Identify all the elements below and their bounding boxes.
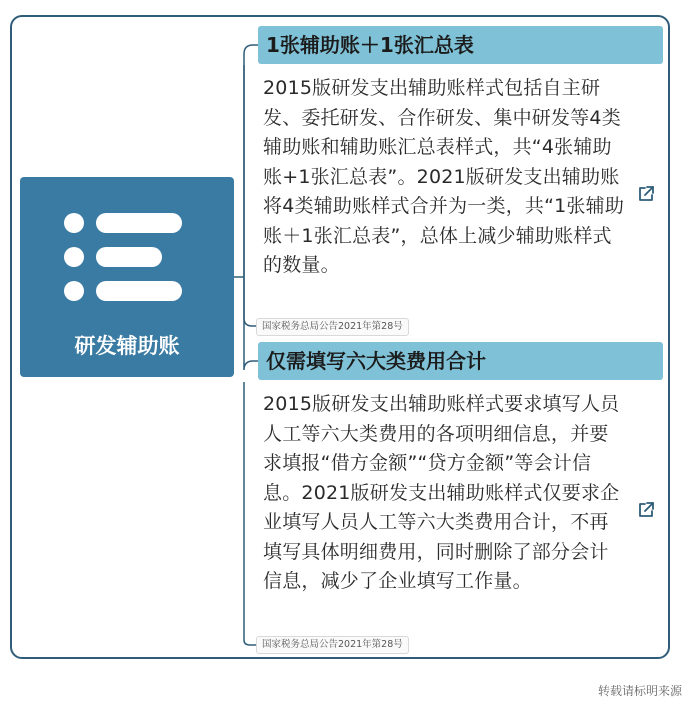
branch-2-body: 2015版研发支出辅助账样式要求填写人员人工等六大类费用的各项明细信息，并要求填报“借方金额”“贷方金额”等会计信息。2021版研发支出辅助账样式仅要求企业填写人员人工等六大类费用合计，不再填写具体明细费用，同时删除了部分会计信息，减少了企业填写工作量。: [263, 393, 620, 592]
branch-1-source-tag: 国家税务总局公告2021年第28号: [256, 318, 409, 336]
branch-1-connector: [244, 45, 258, 277]
footer-note: 转载请标明来源: [597, 684, 682, 698]
external-link-icon[interactable]: [636, 500, 656, 520]
branch-2-heading[interactable]: 仅需填写六大类费用合计: [258, 342, 663, 380]
branch-2-bracket: [244, 382, 256, 645]
branch-1-bracket: [244, 65, 256, 326]
list-icon: [62, 210, 182, 304]
external-link-icon[interactable]: [636, 184, 656, 204]
root-title: 研发辅助账: [74, 334, 180, 358]
branch-1-heading[interactable]: 1张辅助账＋1张汇总表: [258, 26, 663, 64]
branch-2-source-tag: 国家税务总局公告2021年第28号: [256, 636, 409, 654]
root-node[interactable]: [20, 177, 234, 377]
branch-1-body: 2015版研发支出辅助账样式包括自主研发、委托研发、合作研发、集中研发等4类辅助账和辅助账汇总表样式，共“4张辅助账+1张汇总表”。2021版研发支出辅助账将4类辅助账样式合并为一类，共“1张辅助账＋1张汇总表”，总体上减少辅助账样式的数量。: [263, 77, 625, 276]
